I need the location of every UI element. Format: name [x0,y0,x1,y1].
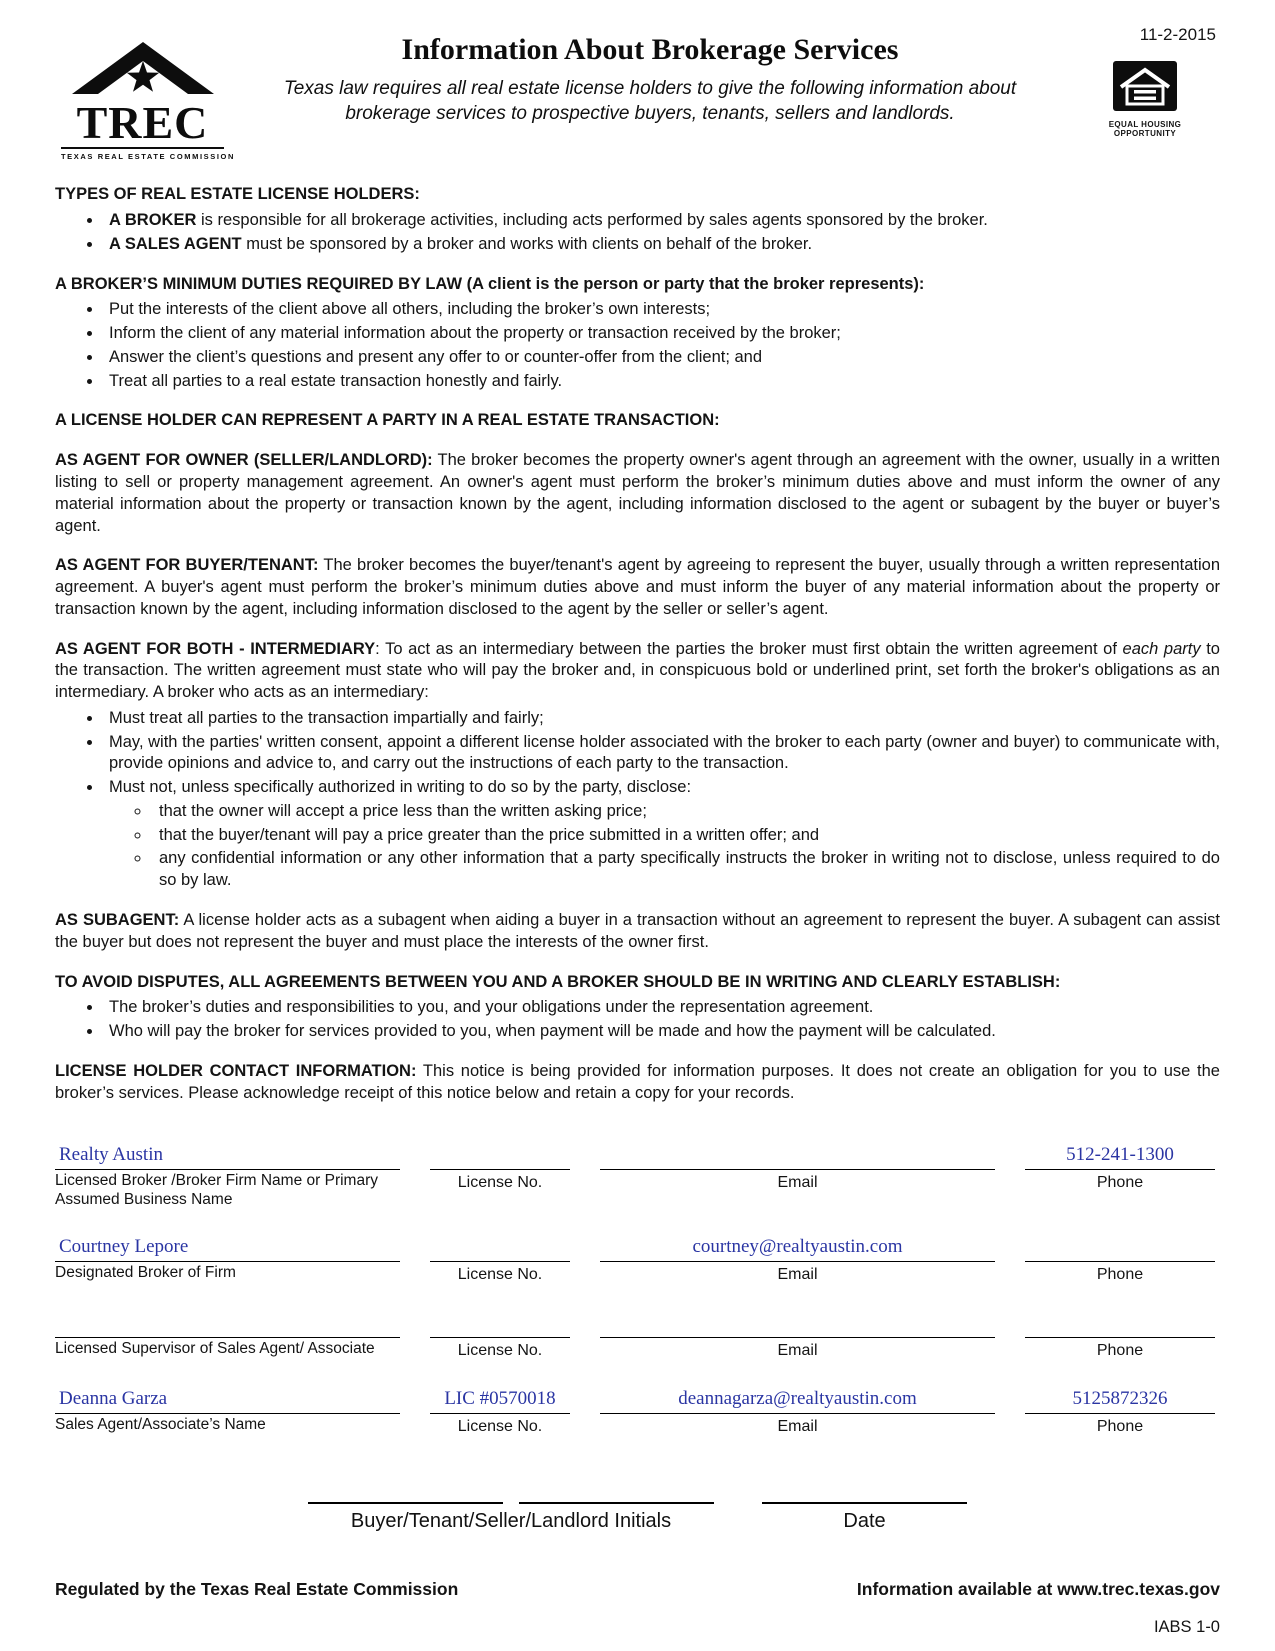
sub-bullet-item: ◦ that the buyer/tenant will pay a price greater than the price submitted in a written offer; and [151,825,1220,847]
field [430,1234,570,1285]
field-label: Phone [1096,1174,1144,1192]
date-group [762,1478,967,1534]
paragraph-agent-for-owner [55,450,1220,537]
bullet-item: • Who will pay the broker for services provided to you, when payment will be made and how the payment will be calculated. [103,1021,1220,1043]
supervisor-phone-field[interactable] [1025,1310,1215,1338]
sales-agent-phone-field[interactable]: 5125872326 [1025,1386,1215,1414]
field-label: License No. [457,1266,543,1284]
field-label: Phone [1096,1266,1144,1284]
section-avoid-disputes [55,972,1220,1043]
field-label: Sales Agent/Associate’s Name [55,1416,266,1434]
designated-broker-row [55,1234,1220,1285]
section-represent-party [55,410,1220,432]
field [1025,1386,1215,1437]
initials-group [308,1478,714,1534]
sales-agent-row [55,1386,1220,1437]
date-label: Date [843,1509,886,1532]
supervisor-email-field[interactable] [600,1310,995,1338]
field-label: License No. [457,1418,543,1436]
paragraph-text: to the transaction. The written agreement must state who will pay the broker and, in conspicuous bold or underlined print, set forth the broker's obligations as an intermediary. A broker who acts as an intermediary: [55,639,1220,702]
field-label: Email [777,1342,818,1360]
field [55,1142,400,1209]
bullet-item: • Put the interests of the client above all others, including the broker’s own interests; [103,299,1220,321]
broker-firm-name-field[interactable]: Realty Austin [55,1142,400,1170]
designated-broker-license-field[interactable] [430,1234,570,1262]
broker-firm-phone-field[interactable]: 512-241-1300 [1025,1142,1215,1170]
field [430,1310,570,1361]
broker-firm-license-field[interactable] [430,1142,570,1170]
page-subtitle: Texas law requires all real estate license holders to give the following information about brokerage services to prospective buyers, tenants, sellers and landlords. [283,77,1017,125]
acknowledgment-block [55,1478,1220,1534]
designated-broker-email-field[interactable]: courtney@realtyaustin.com [600,1234,995,1262]
form-code: IABS 1-0 [1153,1617,1220,1636]
field-label: Designated Broker of Firm [55,1264,236,1282]
paragraph-emphasis: each party [1122,639,1201,658]
field [1025,1234,1215,1285]
field [55,1310,400,1361]
field [600,1310,995,1361]
paragraph-text: The broker becomes the buyer/tenant's agent by agreeing to represent the buyer, usually through a written representation agreement. A buyer's agent must perform the broker’s minimum duties above and must inform the buyer of any material information about the property or transaction known by the agent, including information disclosed to the agent by the seller or seller’s agent. [55,556,1220,618]
field [430,1142,570,1209]
designated-broker-phone-field[interactable] [1025,1234,1215,1262]
field [1025,1310,1215,1361]
bullet-item: • The broker’s duties and responsibilities to you, and your obligations under the representation agreement. [103,997,1220,1019]
field-label: Email [777,1266,818,1284]
sub-bullet-item: ◦ that the owner will accept a price less than the written asking price; [151,801,1220,823]
equal-housing-line2: OPPORTUNITY [1113,129,1177,139]
bullet-item: • Inform the client of any material information about the property or transaction received by the broker; [103,323,1220,345]
bullet-text: is responsible for all brokerage activities, including acts performed by sales agents sponsored by the broker. [196,211,988,230]
bullet-item: • Must treat all parties to the transaction impartially and fairly; [103,708,1220,730]
field [1025,1142,1215,1209]
field-label: License No. [457,1342,543,1360]
supervisor-name-field[interactable] [55,1310,400,1338]
field [600,1386,995,1437]
field-label: Phone [1096,1342,1144,1360]
bullet-item: • May, with the parties' written consent, appoint a different license holder associated with the broker to each party (owner and buyer) to communicate with, provide opinions and advice to, and carry out the instructions of each party to the transaction. [103,732,1220,776]
sales-agent-email-field[interactable]: deannagarza@realtyaustin.com [600,1386,995,1414]
bullet-text: Must not, unless specifically authorized in writing to do so by the party, disclose: [109,778,692,797]
bullet-item: • Treat all parties to a real estate transaction honestly and fairly. [103,371,1220,393]
section-broker-minimum-duties [55,274,1220,393]
header-right [1070,24,1220,143]
paragraph-text: A license holder acts as a subagent when aiding a buyer in a transaction without an agreement to represent the buyer. A subagent can assist the buyer but does not represent the buyer and must place the interests of the owner first. [55,911,1220,951]
paragraph-intermediary [55,639,1220,704]
section-heading: A BROKER’S MINIMUM DUTIES REQUIRED BY LAW (A client is the person or party that the broker represents): [55,274,925,293]
equal-housing-caption [1105,120,1185,138]
footer-regulated-by: Regulated by the Texas Real Estate Commission [55,1578,459,1599]
paragraph-lead: AS SUBAGENT: [55,911,180,930]
broker-firm-email-field[interactable] [600,1142,995,1170]
bullet-lead: A BROKER [109,211,197,230]
field-label: Licensed Supervisor of Sales Agent/ Associate [55,1340,375,1358]
section-heading: TYPES OF REAL ESTATE LICENSE HOLDERS: [55,185,420,204]
trec-house-star-icon [68,36,218,98]
sales-agent-license-field[interactable]: LIC #0570018 [430,1386,570,1414]
equal-housing-line1: EQUAL HOUSING [1108,120,1182,130]
field-label: Phone [1096,1418,1144,1436]
paragraph-contact-information [55,1061,1220,1105]
bullet-text: must be sponsored by a broker and works with clients on behalf of the broker. [241,234,813,253]
field-label: License No. [457,1174,543,1192]
field-label: Email [777,1174,818,1192]
bullet-item [103,210,1220,232]
paragraph-lead: AS AGENT FOR BOTH - INTERMEDIARY [55,639,376,658]
section-heading: A LICENSE HOLDER CAN REPRESENT A PARTY IN A REAL ESTATE TRANSACTION: [55,411,720,430]
trec-logo-text: TREC [76,96,209,148]
paragraph-lead: AS AGENT FOR BUYER/TENANT: [55,556,319,575]
field-label: Licensed Broker /Broker Firm Name or Primary Assumed Business Name [55,1172,378,1208]
field-label: Email [777,1418,818,1436]
field [600,1142,995,1209]
header [55,24,1220,162]
section-license-holder-types [55,184,1220,255]
initials-label: Buyer/Tenant/Seller/Landlord Initials [350,1509,672,1532]
section-intermediary [55,639,1220,892]
license-holder-contact-form [55,1142,1220,1437]
bullet-lead: A SALES AGENT [109,234,242,253]
footer [55,1578,1220,1601]
supervisor-license-field[interactable] [430,1310,570,1338]
bullet-item [103,777,1220,892]
field [600,1234,995,1285]
header-center [230,24,1070,127]
section-heading: TO AVOID DISPUTES, ALL AGREEMENTS BETWEEN YOU AND A BROKER SHOULD BE IN WRITING AND CLEARLY ESTABLISH: [55,972,1061,991]
paragraph-text: The broker becomes the property owner's agent through an agreement with the owner, usually in a written listing to sell or property management agreement. An owner's agent must perform the broker’s minimum duties above and must inform the owner of any material information about the property or transaction known by the agent, including information disclosed to the agent or subagent by the buyer or buyer’s agent. [55,451,1221,535]
paragraph-agent-for-buyer [55,555,1220,620]
bullet-item: • Answer the client’s questions and present any offer to or counter-offer from the client; and [103,347,1220,369]
paragraph-text: : To act as an intermediary between the parties the broker must first obtain the written agreement of [375,639,1123,658]
paragraph-subagent [55,910,1220,954]
equal-housing-icon [1112,60,1178,112]
field [55,1386,400,1437]
trec-logo [55,24,235,162]
equal-housing-logo [1105,60,1185,138]
initials-field-2[interactable] [519,1478,714,1504]
paragraph-text: This notice is being provided for information purposes. It does not create an obligation for you to use the broker’s services. Please acknowledge receipt of this notice below and retain a copy for your records. [55,1061,1220,1102]
footer-info-available: Information available at www.trec.texas.gov [856,1578,1220,1599]
field [55,1234,400,1285]
sales-agent-name-field[interactable]: Deanna Garza [55,1386,400,1414]
designated-broker-name-field[interactable]: Courtney Lepore [55,1234,400,1262]
page-title: Information About Brokerage Services [401,33,899,66]
trec-logo-caption: TEXAS REAL ESTATE COMMISSION [61,147,224,162]
revision-date: 11-2-2015 [1139,25,1216,44]
date-field[interactable] [762,1478,967,1504]
supervisor-row [55,1310,1220,1361]
initials-field-1[interactable] [308,1478,503,1504]
paragraph-lead: LICENSE HOLDER CONTACT INFORMATION: [55,1061,417,1080]
broker-firm-row [55,1142,1220,1209]
sub-bullet-item: ◦ any confidential information or any other information that a party specifically instructs the broker in writing not to disclose, unless required to do so by law. [151,848,1220,892]
field [430,1386,570,1437]
paragraph-lead: AS AGENT FOR OWNER (SELLER/LANDLORD): [55,451,433,470]
bullet-item [103,234,1220,256]
